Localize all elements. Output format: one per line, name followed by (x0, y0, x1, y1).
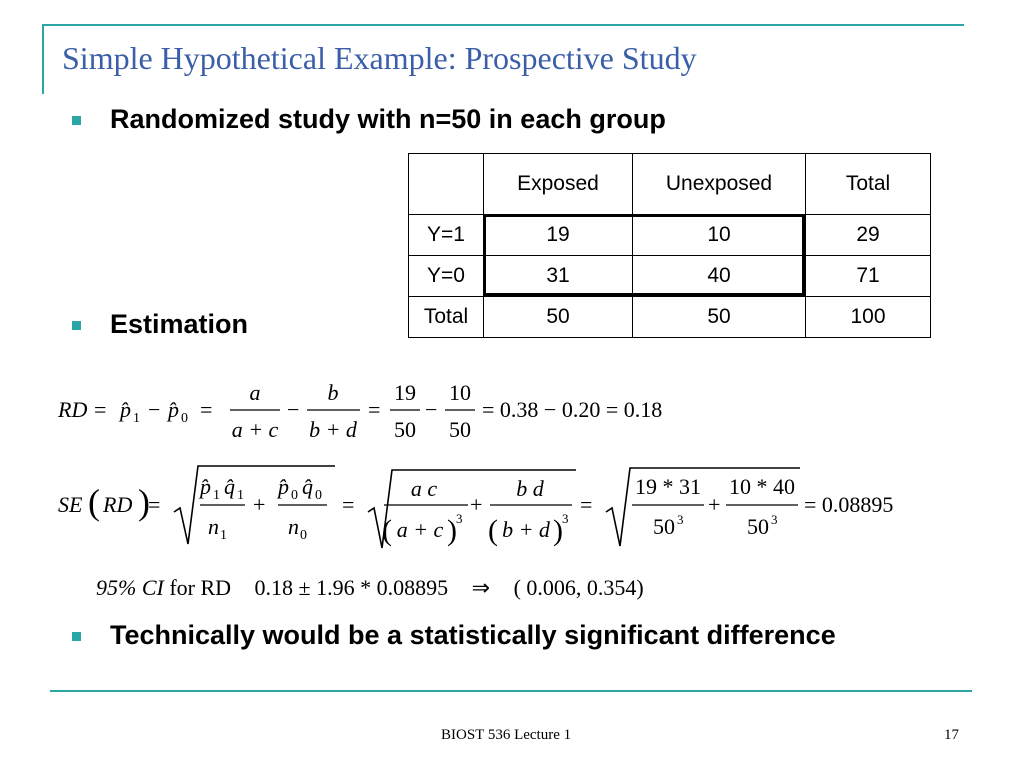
subscript-1: 1 (133, 411, 140, 426)
bullet-marker-2 (72, 321, 81, 330)
q-hat-0: q̂ (302, 474, 313, 499)
minus-sign: − (287, 397, 300, 422)
table-cell: 29 (806, 215, 931, 256)
bullet-text-1: Randomized study with n=50 in each group (110, 104, 666, 134)
right-paren: ) (138, 482, 150, 522)
bullet-text-3: Technically would be a statistically significant difference (110, 620, 836, 650)
equals-sign: = (148, 492, 161, 517)
p-hat-1: p̂ (200, 474, 211, 499)
frac-b-den: b + d (309, 417, 357, 442)
table-header-cell: Total (806, 154, 931, 215)
bullet-marker-3 (72, 632, 81, 641)
equals-sign: = (368, 397, 381, 422)
minus-sign: − (148, 397, 161, 422)
title-accent-horizontal-line (42, 24, 964, 26)
subscript-0: 0 (291, 488, 298, 503)
slide-title: Simple Hypothetical Example: Prospective Study (62, 40, 697, 76)
num-1: 19 * 31 (635, 474, 701, 499)
p-hat-1: p̂ (120, 397, 131, 422)
table-row-label: Y=1 (409, 215, 484, 256)
ci-interval: ( 0.006, 0.354) (513, 575, 644, 600)
exponent: 3 (677, 512, 684, 527)
footer-divider (50, 690, 972, 692)
table-cell: 50 (484, 297, 633, 338)
minus-sign: − (425, 397, 438, 422)
bullet-marker-1 (72, 116, 81, 125)
table-cell: 100 (806, 297, 931, 338)
equals-sign: = (580, 492, 593, 517)
contingency-table (408, 153, 931, 338)
plus-sign: + (470, 492, 483, 517)
table-header-cell (409, 154, 484, 215)
plus-sign: + (708, 492, 721, 517)
exponent: 3 (456, 511, 463, 526)
exponent: 3 (562, 511, 569, 526)
table-cell: 31 (484, 256, 633, 297)
table-cell: 19 (484, 215, 633, 256)
ci-label: 95% CI (96, 575, 164, 600)
table-row (409, 215, 931, 256)
left-paren: ( (488, 514, 498, 547)
frac-a-num: a (249, 380, 261, 405)
equals-sign: = (94, 397, 107, 422)
q-hat-1: q̂ (224, 474, 235, 499)
frac-1-num: 19 (394, 380, 416, 405)
bullet-text-2: Estimation (110, 309, 249, 339)
subscript-1: 1 (213, 488, 220, 503)
table-header-row (409, 154, 931, 215)
implies-arrow: ⇒ (471, 575, 491, 600)
rd-lhs: RD (58, 397, 88, 422)
table-row (409, 256, 931, 297)
subscript-0: 0 (300, 528, 307, 543)
frac-1-den: 50 (394, 417, 416, 442)
frac-b-num: b (327, 380, 339, 405)
table-row (409, 297, 931, 338)
right-paren: ) (447, 514, 457, 547)
rd-result: = 0.38 − 0.20 = 0.18 (482, 397, 663, 422)
mid-den-1: a + c (396, 517, 444, 542)
ci-value: 0.18 ± 1.96 * 0.08895 (254, 575, 449, 600)
frac-a-den: a + c (231, 417, 279, 442)
subscript-1: 1 (220, 528, 227, 543)
equals-sign: = (200, 397, 213, 422)
equals-sign: = (342, 492, 355, 517)
left-paren: ( (88, 482, 100, 522)
page-number: 17 (944, 727, 959, 743)
se-equation (50, 462, 930, 560)
rd-equation (50, 375, 730, 453)
ci-for-rd: for RD (169, 575, 232, 600)
table-header-cell: Unexposed (633, 154, 806, 215)
mid-num-2: b d (516, 476, 544, 501)
n-1: n (208, 514, 219, 539)
footer-course: BIOST 536 Lecture 1 (441, 727, 572, 743)
ci-equation (96, 575, 644, 601)
table-row-label: Total (409, 297, 484, 338)
se-label: SE (58, 492, 83, 517)
subscript-0: 0 (181, 411, 188, 426)
den-1: 50 (653, 514, 675, 539)
table-header-cell: Exposed (484, 154, 633, 215)
right-paren: ) (553, 514, 563, 547)
se-equation-svg (50, 462, 930, 554)
frac-2-den: 50 (449, 417, 471, 442)
title-accent-vertical-line (42, 24, 44, 94)
se-result: = 0.08895 (804, 492, 894, 517)
left-paren: ( (382, 514, 392, 547)
plus-sign: + (253, 492, 266, 517)
p-hat-0: p̂ (168, 397, 179, 422)
table-cell: 40 (633, 256, 806, 297)
mid-den-2: b + d (502, 517, 550, 542)
num-2: 10 * 40 (729, 474, 795, 499)
rd-equation-svg (50, 375, 730, 447)
se-rd-label: RD (103, 492, 133, 517)
n-0: n (288, 514, 299, 539)
exponent: 3 (771, 512, 778, 527)
table-cell: 71 (806, 256, 931, 297)
table-cell: 50 (633, 297, 806, 338)
den-2: 50 (747, 514, 769, 539)
p-hat-0: p̂ (278, 474, 289, 499)
table-row-label: Y=0 (409, 256, 484, 297)
table-cell: 10 (633, 215, 806, 256)
subscript-0: 0 (315, 488, 322, 503)
mid-num-1: a c (410, 476, 438, 501)
frac-2-num: 10 (449, 380, 471, 405)
subscript-1: 1 (237, 488, 244, 503)
